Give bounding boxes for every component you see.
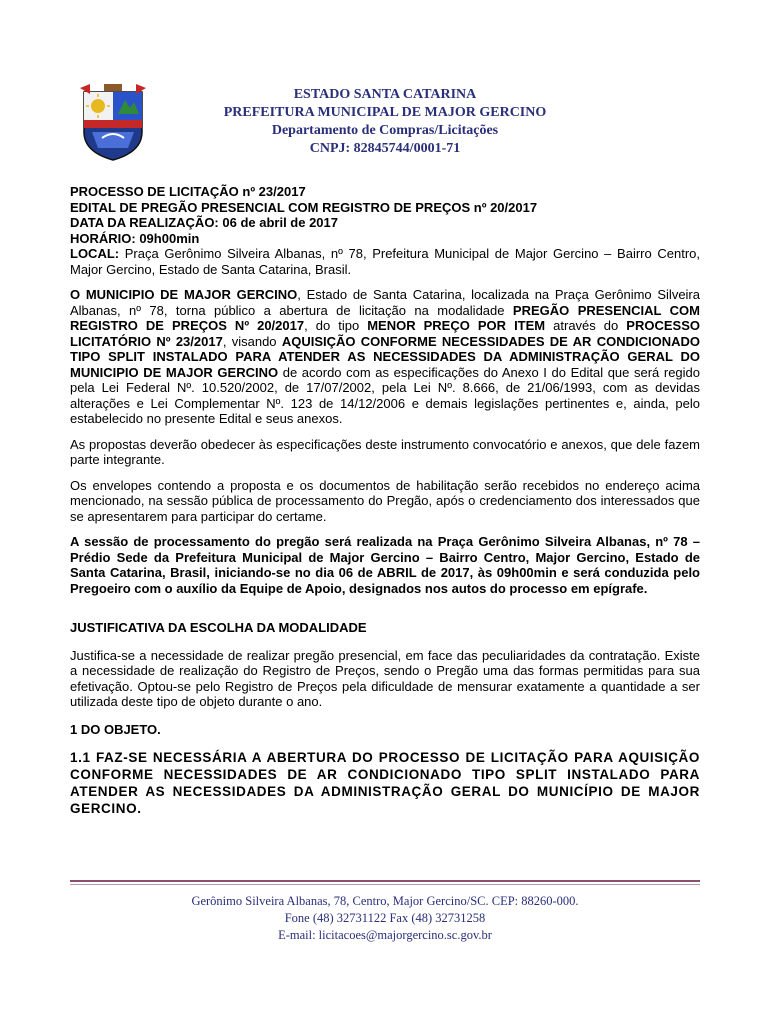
intro-text-2: , do tipo [304,318,368,333]
state-name: ESTADO SANTA CATARINA [293,87,477,102]
intro-municipality: O MUNICIPIO DE MAJOR GERCINO [70,287,298,302]
intro-process: PROCESSO LICITATÓRIO Nº 23/2017 [70,318,700,349]
justification-title: JUSTIFICATIVA DA ESCOLHA DA MODALIDADE [70,620,367,635]
intro-text-3: através do [545,318,627,333]
municipality-name: PREFEITURA MUNICIPAL DE MAJOR GERCINO [223,105,547,120]
local-label: LOCAL: [70,246,120,261]
department-name: Departamento de Compras/Licitações [271,123,499,138]
footer-address: Gerônimo Silveira Albanas, 78, Centro, Major Gercino/SC. CEP: 88260-000. [191,894,579,908]
intro-modality: PREGÃO PRESENCIAL COM REGISTRO DE PREÇOS Nº 20/2017 [70,302,701,333]
proposals-paragraph: As propostas deverão obedecer às especificações deste instrumento convocatório e anexos, que dele fazem parte integrante. [70,436,700,467]
document-body [70,184,700,817]
justification-text: Justifica-se a necessidade de realizar pregão presencial, em face das peculiaridades da contratação. Existe a necessidade de realização do Registro de Preços, sendo o Pregão uma das formas permitidas para sua efetivação. Optou-se pelo Registro de Preços pela dificuldade de mensurar exatamente a quantidade a ser utilizada deste tipo de objeto durante o ano. [70,647,700,709]
time-line: HORÁRIO: 09h00min [70,230,200,246]
intro-text-1: , Estado de Santa Catarina, localizada na Praça Gerônimo Silveira Albanas, nº 78, torna público a abertura de licitação na modalidade [70,287,700,318]
intro-paragraph [70,287,700,427]
date-line: DATA DA REALIZAÇÃO: 06 de abril de 2017 [70,215,338,230]
envelopes-paragraph: Os envelopes contendo a proposta e os documentos de habilitação serão recebidos no endereço acima mencionado, na sessão pública de processamento do Pregão, após o credenciamento dos interessados que se apresentarem para participar do certame. [70,477,700,524]
intro-type: MENOR PREÇO POR ITEM [367,318,546,333]
footer-divider [70,880,700,882]
footer-phone: Fone (48) 32731122 Fax (48) 32731258 [284,911,486,925]
intro-text-5: de acordo com as especificações do Anexo I do Edital que será regido pela Lei Federal Nº. 10.520/2002, de 17/07/2002, pela Lei Nº. 8.666, de 21/06/1993, com as devidas alterações e Lei Complementar Nº. 123 de 14/12/2006 e demais legislações pertinentes e, ainda, pelo estabelecido no presente Edital e seus anexos. [70,364,701,426]
local-text: Praça Gerônimo Silveira Albanas, nº 78, Prefeitura Municipal de Major Gercino – Bairro Centro, Major Gercino, Estado de Santa Catarina, Brasil. [70,246,700,277]
intro-text-4: , visando [222,333,282,349]
process-number: PROCESSO DE LICITAÇÃO nº 23/2017 [70,184,306,199]
footer-email: E-mail: licitacoes@majorgercino.sc.gov.br [278,928,492,942]
cnpj: CNPJ: 82845744/0001-71 [309,141,461,156]
municipal-coat-of-arms-icon [80,82,146,162]
letterhead [200,86,570,158]
session-paragraph: A sessão de processamento do pregão será realizada na Praça Gerônimo Silveira Albanas, nº 78 – Prédio Sede da Prefeitura Municipal de Major Gercino – Bairro Centro, Major Gercino, Estado de Santa Catarina, Brasil, iniciando-se no dia 06 de ABRIL de 2017, às 09h00min e será conduzida pelo Pregoeiro com o auxílio da Equipe de Apoio, designados nos autos do processo em epígrafe. [70,534,700,596]
edital-number: EDITAL DE PREGÃO PRESENCIAL COM REGISTRO DE PREÇOS nº 20/2017 [70,199,538,215]
footer [100,893,670,944]
local-line [70,246,700,277]
object-title: 1 DO OBJETO. [70,721,161,737]
object-item-1-1: 1.1 FAZ-SE NECESSÁRIA A ABERTURA DO PROCESSO DE LICITAÇÃO PARA AQUISIÇÃO CONFORME NECESSIDADES DE AR CONDICIONADO TIPO SPLIT INSTALADO PARA ATENDER AS NECESSIDADES DA ADMINISTRAÇÃO GERAL DO MUNICÍPIO DE MAJOR GERCINO. [70,750,700,816]
intro-object: AQUISIÇÃO CONFORME NECESSIDADES DE AR CONDICIONADO TIPO SPLIT INSTALADO PARA ATENDER AS NECESSIDADES DA ADMINISTRAÇÃO GERAL DO MUNICIPIO DE MAJOR GERCINO [70,333,700,380]
footer-divider-thin [70,884,700,885]
